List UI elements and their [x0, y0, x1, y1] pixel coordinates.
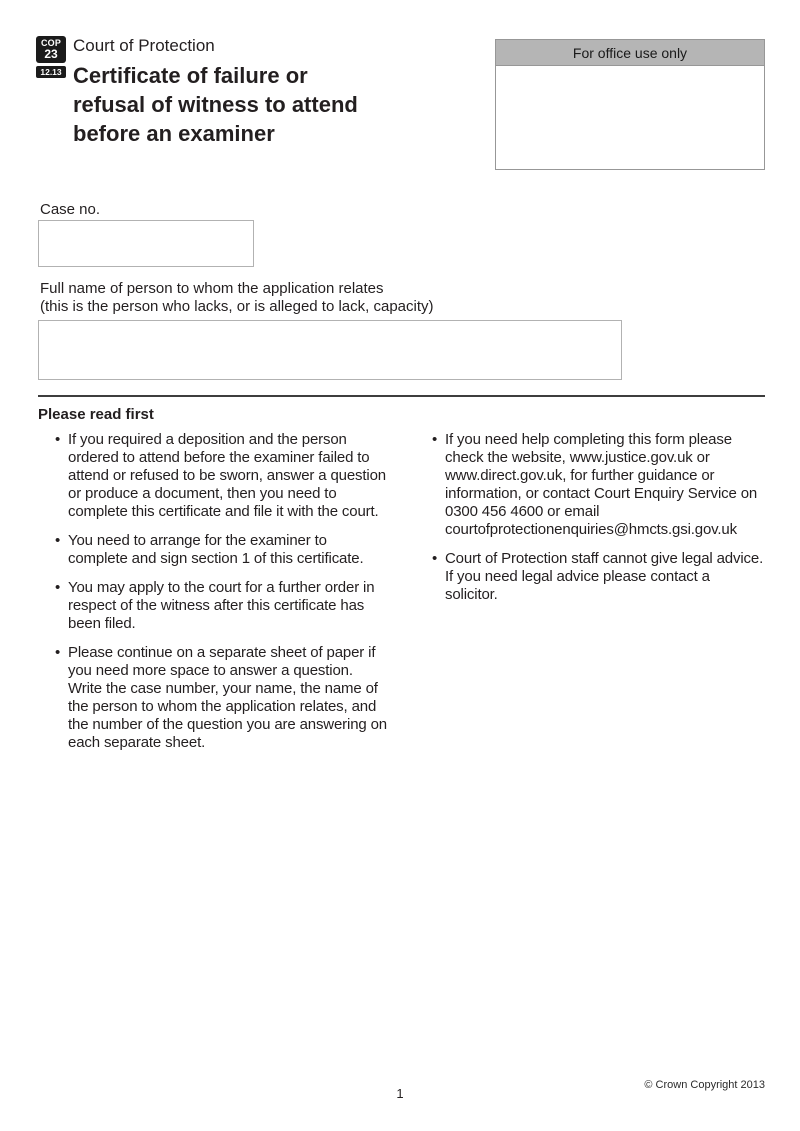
guidance-bullet-separate-sheet: • Please continue on a separate sheet of paper if you need more space to answer a question. Write the case number, your name, the name of the person to whom the application relates, and the number of the question you are answering on each separate sheet. [38, 644, 388, 752]
case-number-label: Case no. [40, 201, 101, 218]
form-header [73, 36, 473, 148]
cop23-form-badge [36, 36, 66, 78]
guidance-right-column [415, 431, 767, 615]
case-number-input[interactable] [38, 220, 254, 267]
full-name-label-sub: (this is the person who lacks, or is alleged to lack, capacity) [40, 298, 434, 315]
form-number-label: 23 [44, 47, 58, 61]
guidance-bullet-help-contact: • If you need help completing this form please check the website, www.justice.gov.uk or www.direct.gov.uk, for further guidance or information, or contact Court Enquiry Service on 0300 456 4600 or email courtofprotectionenquiries@hmcts.gsi.gov.uk [415, 431, 765, 539]
guidance-bullet-legal-advice: • Court of Protection staff cannot give legal advice. If you need legal advice please contact a solicitor. [415, 550, 765, 604]
copyright-notice: © Crown Copyright 2013 [644, 1079, 765, 1091]
form-code-label: COP [40, 38, 62, 48]
guidance-bullet-further-order: • You may apply to the court for a further order in respect of the witness after this certificate has been filed. [38, 579, 388, 633]
court-name: Court of Protection [73, 36, 215, 55]
form-code-badge [36, 36, 66, 63]
guidance-bullet-deposition: • If you required a deposition and the person ordered to attend before the examiner failed to attend or refused to be sworn, answer a question or produce a document, then you need to complete this certificate and file it with the court. [38, 431, 388, 521]
office-use-header: For office use only [496, 40, 764, 66]
read-first-heading: Please read first [38, 406, 154, 423]
form-title-line-3: before an examiner [73, 121, 275, 146]
page-number: 1 [396, 1086, 404, 1101]
guidance-left-column [38, 431, 390, 763]
full-name-label-main: Full name of person to whom the application relates [40, 280, 384, 297]
form-title [73, 61, 473, 148]
guidance-bullet-examiner-sign: • You need to arrange for the examiner to complete and sign section 1 of this certificate. [38, 532, 388, 568]
form-version-badge: 12.13 [36, 66, 66, 78]
office-use-box [495, 39, 765, 170]
section-divider [38, 395, 765, 397]
full-name-input[interactable] [38, 320, 622, 380]
full-name-label [40, 280, 434, 316]
office-use-area [496, 66, 764, 169]
form-title-line-2: refusal of witness to attend [73, 92, 358, 117]
form-title-line-1: Certificate of failure or [73, 63, 308, 88]
